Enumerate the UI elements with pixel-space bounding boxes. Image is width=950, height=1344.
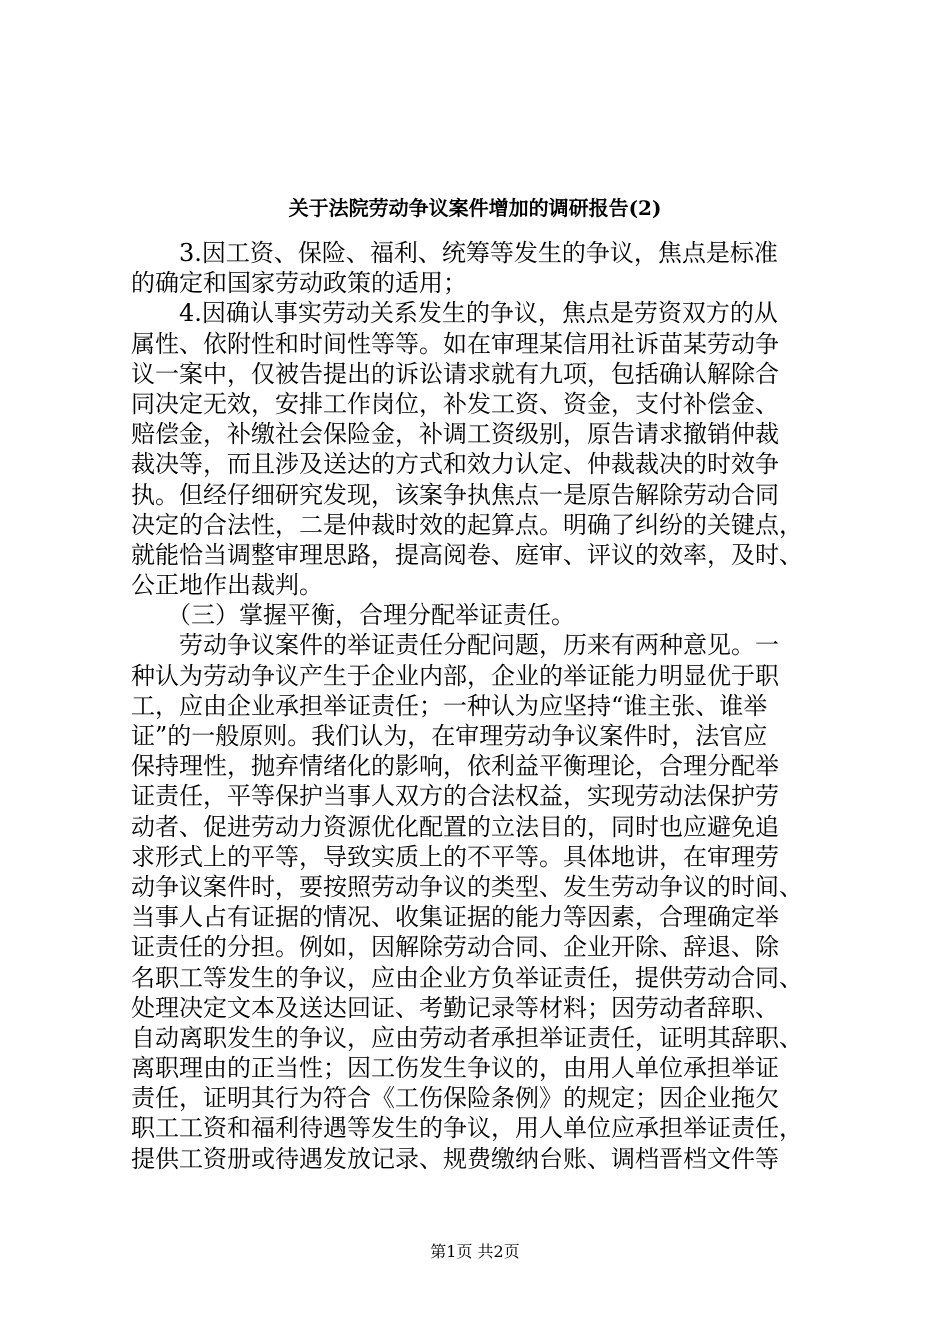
text-line: 处理决定文本及送达回证、考勤记录等材料；因劳动者辞职、 bbox=[131, 993, 779, 1022]
text-line: 证”的一般原则。我们认为，在审理劳动争议案件时，法官应 bbox=[131, 722, 768, 750]
text-line: 赔偿金，补缴社会保险金，补调工资级别，原告请求撤销仲裁 bbox=[131, 420, 779, 449]
text-line: 劳动争议案件的举证责任分配问题，历来有两种意见。一 bbox=[131, 631, 779, 660]
text-line: 求形式上的平等，导致实质上的不平等。具体地讲，在审理劳 bbox=[131, 842, 779, 871]
text-line: 3.因工资、保险、福利、统筹等发生的争议，焦点是标准 bbox=[131, 239, 778, 267]
text-line: 就能恰当调整审理思路，提高阅卷、庭审、评议的效率，及时、 bbox=[131, 540, 803, 569]
text-line: 名职工等发生的争议，应由企业方负举证责任，提供劳动合同、 bbox=[131, 963, 803, 992]
text-line: 公正地作出裁判。 bbox=[131, 571, 323, 600]
text-line: 同决定无效，安排工作岗位，补发工资、资金，支付补偿金、 bbox=[131, 389, 779, 418]
text-line: 当事人占有证据的情况、收集证据的能力等因素，合理确定举 bbox=[131, 903, 779, 932]
text-line: 责任，证明其行为符合《工伤保险条例》的规定；因企业拖欠 bbox=[131, 1084, 779, 1113]
text-line: 工，应由企业承担举证责任；一种认为应坚持“谁主张、谁举 bbox=[131, 691, 768, 720]
page-footer: 第1页 共2页 bbox=[430, 1242, 520, 1261]
document-body bbox=[131, 238, 831, 1174]
text-line: 职工工资和福利待遇等发生的争议，用人单位应承担举证责任， bbox=[131, 1114, 803, 1143]
text-line: 动者、促进劳动力资源优化配置的立法目的，同时也应避免追 bbox=[131, 812, 779, 841]
text-line: 议一案中，仅被告提出的诉讼请求就有九项，包括确认解除合 bbox=[131, 359, 779, 388]
text-line: 保持理性，抛弃情绪化的影响，依利益平衡理论，合理分配举 bbox=[131, 752, 779, 781]
text-line: 的确定和国家劳动政策的适用； bbox=[131, 269, 467, 298]
document-title: 关于法院劳动争议案件增加的调研报告(2) bbox=[288, 196, 662, 220]
text-line: 证责任，平等保护当事人双方的合法权益，实现劳动法保护劳 bbox=[131, 782, 779, 811]
text-line: 离职理由的正当性；因工伤发生争议的，由用人单位承担举证 bbox=[131, 1054, 779, 1083]
text-line: 属性、依附性和时间性等等。如在审理某信用社诉苗某劳动争 bbox=[131, 329, 779, 358]
text-line: （三）掌握平衡，合理分配举证责任。 bbox=[131, 601, 575, 630]
text-line: 证责任的分担。例如，因解除劳动合同、企业开除、辞退、除 bbox=[131, 933, 779, 962]
text-line: 执。但经仔细研究发现，该案争执焦点一是原告解除劳动合同 bbox=[131, 480, 779, 509]
text-line: 自动离职发生的争议，应由劳动者承担举证责任，证明其辞职、 bbox=[131, 1023, 803, 1052]
text-line: 提供工资册或待遇发放记录、规费缴纳台账、调档晋档文件等 bbox=[131, 1144, 779, 1173]
text-line: 种认为劳动争议产生于企业内部，企业的举证能力明显优于职 bbox=[131, 661, 779, 690]
text-line: 决定的合法性，二是仲裁时效的起算点。明确了纠纷的关键点， bbox=[131, 510, 803, 539]
text-line: 动争议案件时，要按照劳动争议的类型、发生劳动争议的时间、 bbox=[131, 872, 803, 901]
text-line: 4.因确认事实劳动关系发生的争议，焦点是劳资双方的从 bbox=[131, 299, 778, 328]
text-line: 裁决等，而且涉及送达的方式和效力认定、仲裁裁决的时效争 bbox=[131, 450, 779, 479]
